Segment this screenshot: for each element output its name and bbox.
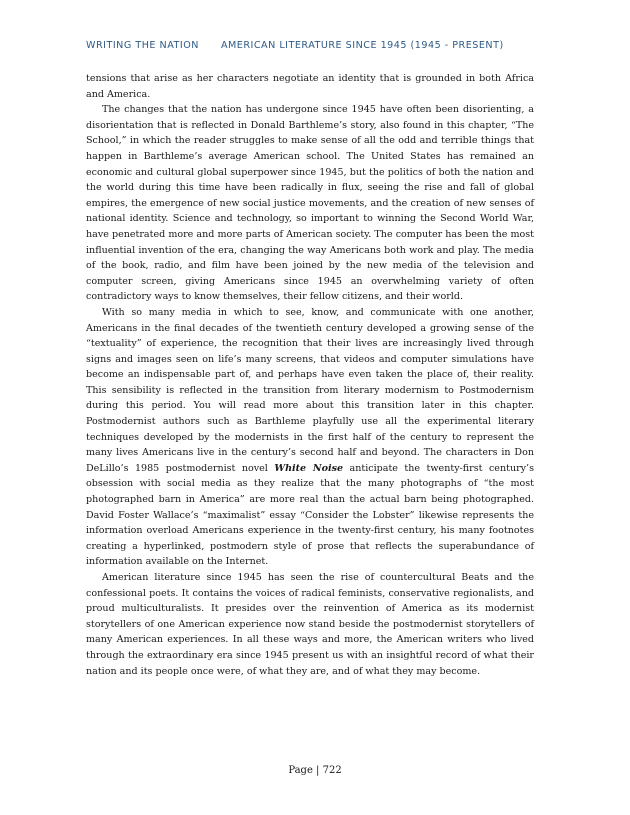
paragraph-conclusion	[86, 570, 534, 679]
header-chapter-title: AMERICAN LITERATURE SINCE 1945 (1945 - PRESENT)	[220, 40, 504, 51]
paragraph-textuality	[86, 305, 534, 570]
running-header	[86, 40, 546, 51]
book-title-white-noise: White Noise	[274, 462, 344, 474]
body-text	[86, 71, 534, 679]
paragraph-text: With so many media in which to see, know, and communicate with one another, Americans in the final decades of the twentieth century developed a growing sense of the “textuality” of experience, the recognition that their lives are increasingly lived through signs and images seen on life’s many screens, that videos and computer simulations have become an indispensable part of, and perhaps have even taken the place of, their reality. This sensibility is reflected in the transition from literary modernism to Postmodernism during this period. You will read more about this transition later in this chapter. Postmodernist authors such as Barthleme playfully use all the experimental literary techniques developed by the modernists in the first half of the century to represent the many lives Americans live in the century’s second half and beyond. The characters in Don DeLillo’s 1985 postmodernist novel	[86, 306, 534, 474]
paragraph-text: The changes that the nation has undergone since 1945 have often been disorienting, a disorientation that is reflected in Donald Barthleme’s story, also found in this chapter, “The School,” in which the reader struggles to make sense of all the odd and terrible things that happen in Barthleme’s average American school. The United States has remained an economic and cultural global superpower since 1945, but the politics of both the nation and the world during this time have been radically in flux, seeing the rise and fall of global empires, the emergence of new social justice movements, and the creation of new senses of national identity. Science and technology, so important to winning the Second World War, have penetrated more and more parts of American society. The computer has been the most influential invention of the era, changing the way Americans both work and play. The media of the book, radio, and film have been joined by the new media of the television and computer screen, giving Americans since 1945 an overwhelming variety of often contradictory ways to know themselves, their fellow citizens, and their world.	[86, 104, 534, 303]
header-section-title: WRITING THE NATION	[86, 40, 199, 51]
paragraph-continuation	[86, 71, 534, 102]
paragraph-text: American literature since 1945 has seen the rise of countercultural Beats and the confessional poets. It contains the voices of radical feminists, conservative regionalists, and proud multiculturalists. It presides over the reinvention of America as its modernist storytellers of one American experience now stand beside the postmodernist storytellers of many American experiences. In all these ways and more, the American writers who lived through the extraordinary era since 1945 present us with an insightful record of what their nation and its people once were, of what they are, and of what they may become.	[86, 572, 534, 677]
paragraph-disorientation	[86, 102, 534, 305]
page-number: Page | 722	[288, 765, 342, 776]
paragraph-text: tensions that arise as her characters negotiate an identity that is grounded in both Africa and America.	[86, 73, 534, 100]
page-footer	[0, 765, 630, 776]
paragraph-text: anticipate the twenty-first century’s obsession with social media as they realize that the many photographs of “the most photographed barn in America” are more real than the actual barn being photographed. David Foster Wallace’s “maximalist” essay “Consider the Lobster” likewise represents the information overload Americans experience in the twenty-first century, his many footnotes creating a hyperlinked, postmodern style of prose that reflects the superabundance of information available on the Internet.	[86, 462, 534, 568]
